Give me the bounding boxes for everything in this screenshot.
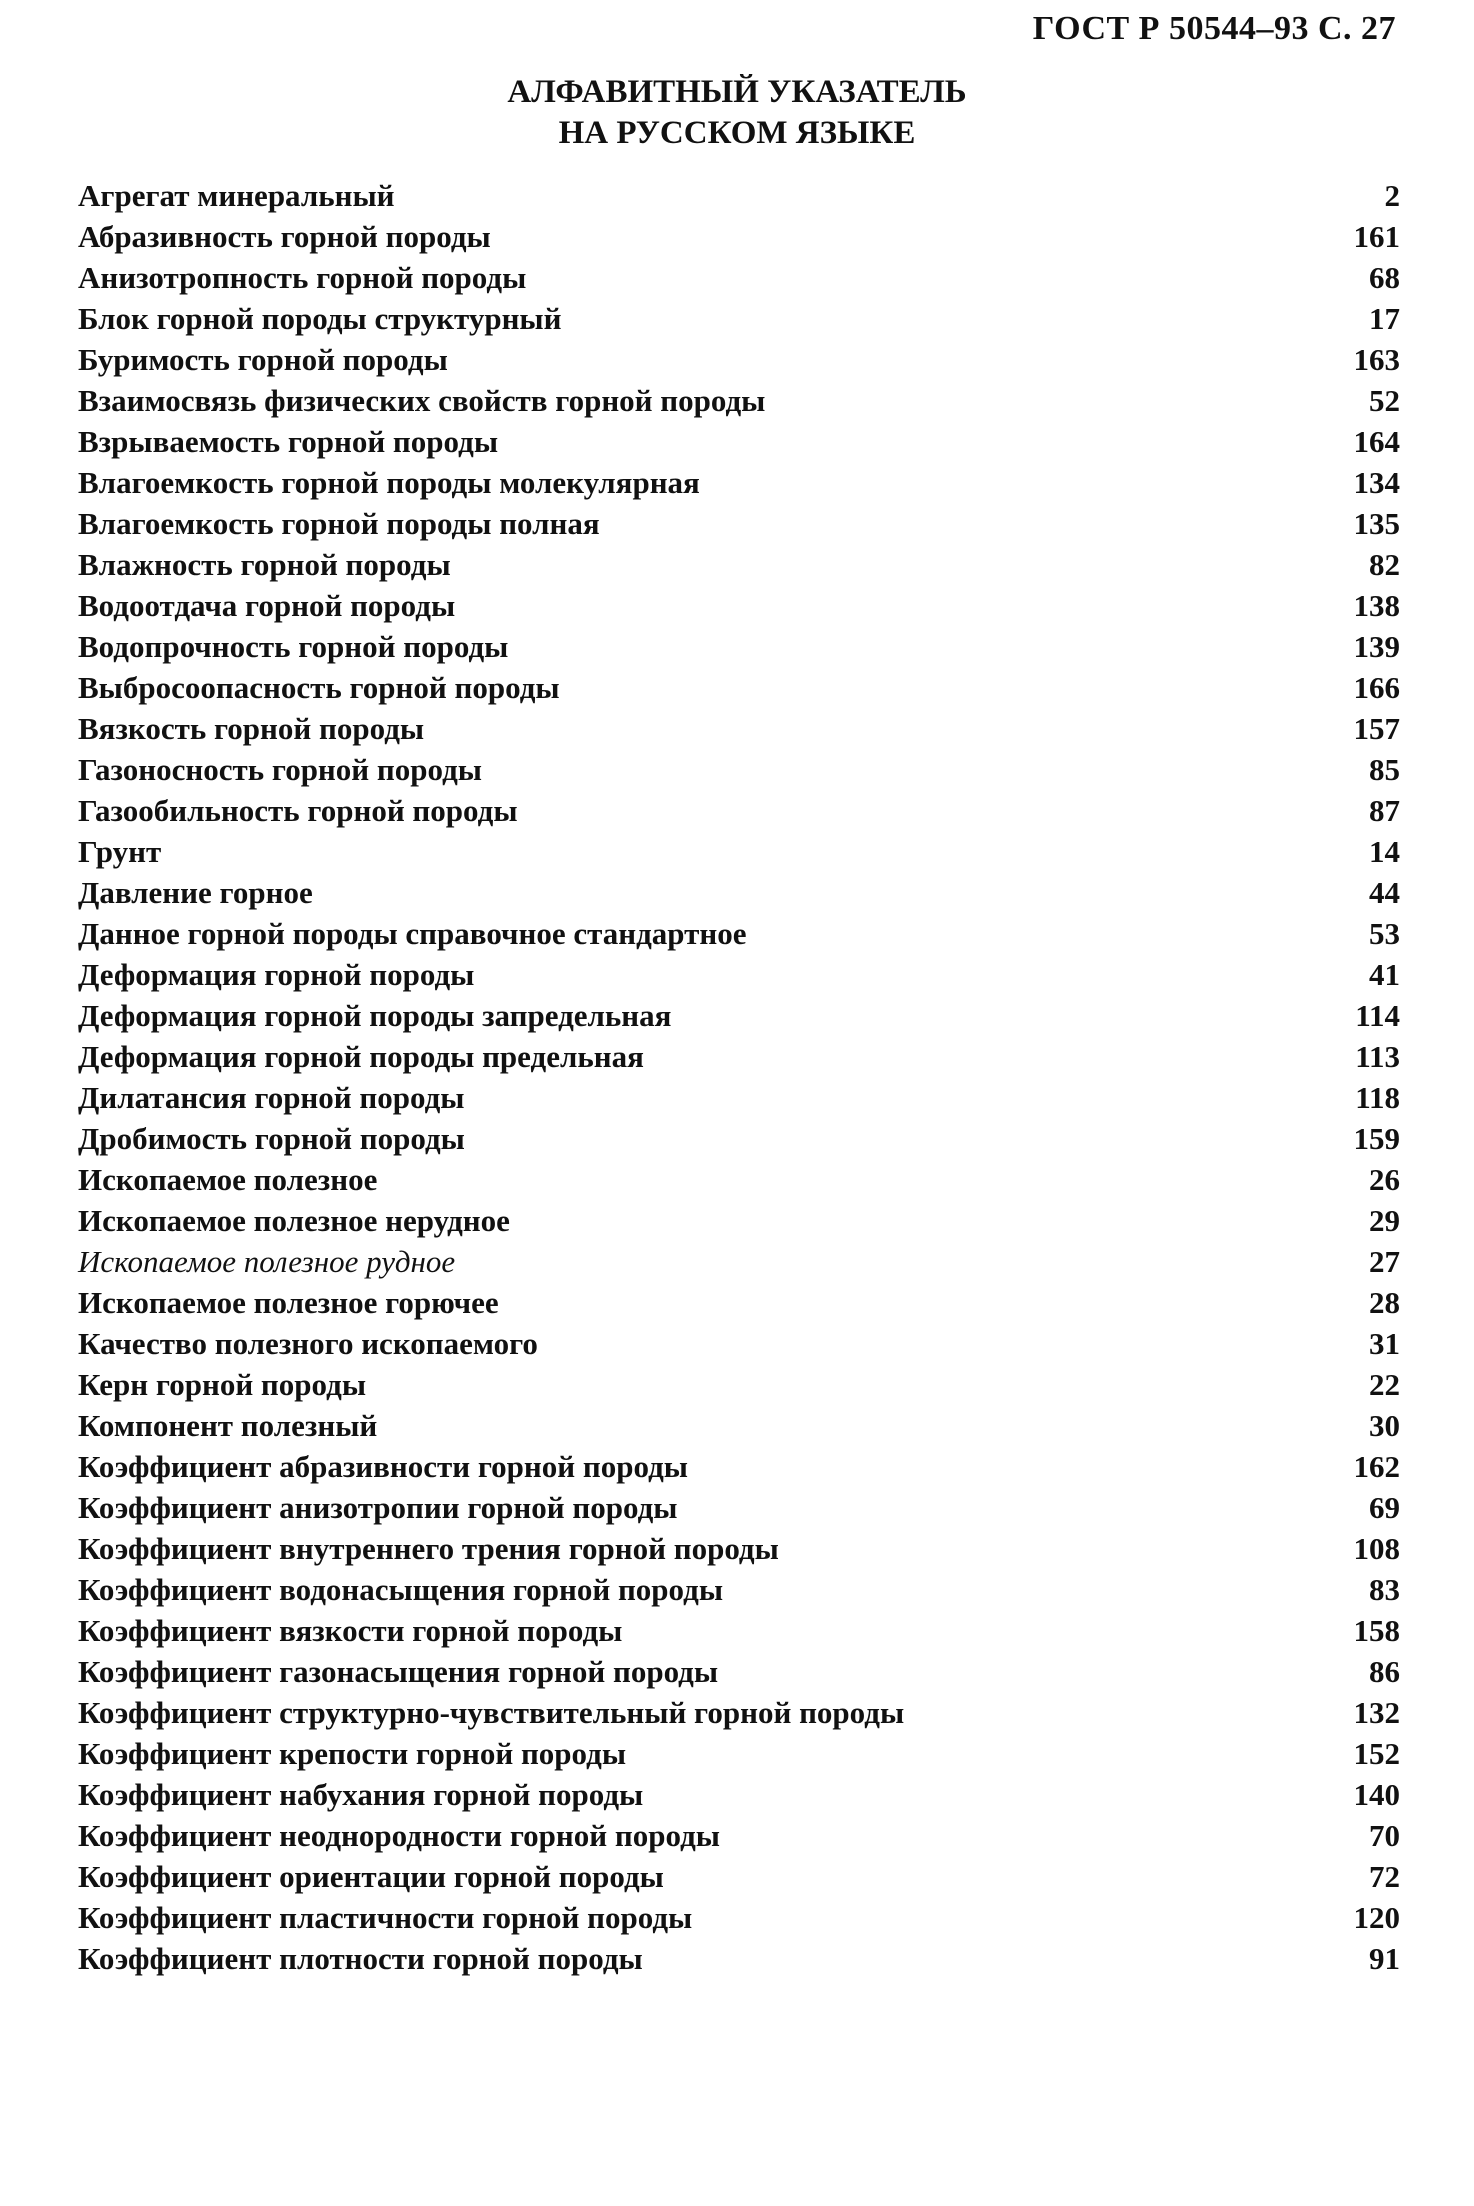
index-entry — [78, 462, 1400, 503]
entry-page: 52 — [1369, 383, 1400, 418]
entry-term: Водопрочность горной породы — [78, 629, 509, 664]
index-entry — [78, 1569, 1400, 1610]
entry-page: 108 — [1353, 1531, 1400, 1566]
index-entry — [78, 995, 1400, 1036]
index-entry — [78, 708, 1400, 749]
index-entry — [78, 831, 1400, 872]
entry-page: 22 — [1369, 1367, 1400, 1402]
entry-term: Буримость горной породы — [78, 342, 448, 377]
entry-term: Дробимость горной породы — [78, 1121, 465, 1156]
entry-term: Влагоемкость горной породы полная — [78, 506, 600, 541]
index-entry — [78, 216, 1400, 257]
title-line-1: АЛФАВИТНЫЙ УКАЗАТЕЛЬ — [507, 74, 967, 110]
index-entry — [78, 1118, 1400, 1159]
entry-page: 159 — [1353, 1121, 1400, 1156]
entry-page: 91 — [1369, 1941, 1400, 1976]
entry-term: Выбросоопасность горной породы — [78, 670, 560, 705]
index-entry — [78, 1856, 1400, 1897]
entry-term: Давление горное — [78, 875, 313, 910]
entry-term: Керн горной породы — [78, 1367, 367, 1402]
entry-page: 158 — [1353, 1613, 1400, 1648]
entry-page: 41 — [1369, 957, 1400, 992]
index-entry — [78, 1159, 1400, 1200]
entry-page: 83 — [1369, 1572, 1400, 1607]
index-entry — [78, 421, 1400, 462]
index-entry — [78, 1241, 1400, 1282]
entry-page: 30 — [1369, 1408, 1400, 1443]
entry-term: Ископаемое полезное — [78, 1162, 378, 1197]
entry-term: Водоотдача горной породы — [78, 588, 456, 623]
entry-page: 69 — [1369, 1490, 1400, 1525]
index-entry — [78, 1610, 1400, 1651]
entry-term: Грунт — [78, 834, 162, 869]
entry-page: 26 — [1369, 1162, 1400, 1197]
entry-term: Взаимосвязь физических свойств горной породы — [78, 383, 766, 418]
index-entry — [78, 954, 1400, 995]
index-entry — [78, 1651, 1400, 1692]
entry-term: Коэффициент абразивности горной породы — [78, 1449, 688, 1484]
entry-page: 72 — [1369, 1859, 1400, 1894]
entry-term: Коэффициент плотности горной породы — [78, 1941, 643, 1976]
index-entry — [78, 1200, 1400, 1241]
entry-page: 135 — [1353, 506, 1400, 541]
entry-term: Дилатансия горной породы — [78, 1080, 465, 1115]
entry-term: Ископаемое полезное горючее — [78, 1285, 499, 1320]
entry-term: Газообильность горной породы — [78, 793, 518, 828]
page-header: ГОСТ Р 50544–93 С. 27 — [1032, 10, 1396, 47]
index-entry — [78, 585, 1400, 626]
index-entry — [78, 1528, 1400, 1569]
entry-term: Влажность горной породы — [78, 547, 451, 582]
index-entry — [78, 1938, 1400, 1979]
index-entry — [78, 1282, 1400, 1323]
entry-page: 17 — [1369, 301, 1400, 336]
entry-term: Вязкость горной породы — [78, 711, 425, 746]
alphabetical-index — [78, 175, 1400, 1979]
entry-term: Деформация горной породы — [78, 957, 475, 992]
entry-page: 157 — [1353, 711, 1400, 746]
entry-page: 118 — [1355, 1080, 1400, 1115]
entry-page: 152 — [1353, 1736, 1400, 1771]
index-entry — [78, 257, 1400, 298]
entry-term: Агрегат минеральный — [78, 178, 395, 213]
entry-page: 53 — [1369, 916, 1400, 951]
entry-page: 164 — [1353, 424, 1400, 459]
index-entry — [78, 175, 1400, 216]
index-entry — [78, 380, 1400, 421]
entry-page: 29 — [1369, 1203, 1400, 1238]
entry-term: Газоносность горной породы — [78, 752, 482, 787]
index-entry — [78, 1897, 1400, 1938]
entry-page: 44 — [1369, 875, 1400, 910]
index-entry — [78, 1692, 1400, 1733]
entry-term: Коэффициент газонасыщения горной породы — [78, 1654, 719, 1689]
entry-term: Коэффициент внутреннего трения горной породы — [78, 1531, 779, 1566]
index-entry — [78, 1815, 1400, 1856]
entry-page: 138 — [1353, 588, 1400, 623]
entry-term: Данное горной породы справочное стандартное — [78, 916, 747, 951]
page-title — [0, 72, 1474, 154]
entry-page: 68 — [1369, 260, 1400, 295]
entry-page: 86 — [1369, 1654, 1400, 1689]
title-line-2: НА РУССКОМ ЯЗЫКЕ — [558, 115, 916, 151]
index-entry — [78, 1487, 1400, 1528]
index-entry — [78, 1446, 1400, 1487]
index-entry — [78, 667, 1400, 708]
entry-page: 113 — [1355, 1039, 1400, 1074]
entry-term: Коэффициент набухания горной породы — [78, 1777, 644, 1812]
index-entry — [78, 1036, 1400, 1077]
entry-term: Коэффициент водонасыщения горной породы — [78, 1572, 724, 1607]
entry-term: Анизотропность горной породы — [78, 260, 527, 295]
entry-term: Коэффициент анизотропии горной породы — [78, 1490, 678, 1525]
index-entry — [78, 1733, 1400, 1774]
entry-page: 139 — [1353, 629, 1400, 664]
entry-page: 132 — [1353, 1695, 1400, 1730]
entry-page: 162 — [1353, 1449, 1400, 1484]
entry-term: Коэффициент пластичности горной породы — [78, 1900, 693, 1935]
entry-page: 85 — [1369, 752, 1400, 787]
entry-page: 120 — [1353, 1900, 1400, 1935]
entry-page: 70 — [1369, 1818, 1400, 1853]
entry-term: Коэффициент неоднородности горной породы — [78, 1818, 720, 1853]
index-entry — [78, 1077, 1400, 1118]
entry-page: 161 — [1353, 219, 1400, 254]
entry-page: 163 — [1353, 342, 1400, 377]
entry-page: 14 — [1369, 834, 1400, 869]
entry-term: Коэффициент вязкости горной породы — [78, 1613, 623, 1648]
entry-term: Абразивность горной породы — [78, 219, 491, 254]
entry-page: 166 — [1353, 670, 1400, 705]
index-entry — [78, 790, 1400, 831]
index-entry — [78, 626, 1400, 667]
entry-term: Компонент полезный — [78, 1408, 378, 1443]
entry-page: 114 — [1355, 998, 1400, 1033]
entry-page: 82 — [1369, 547, 1400, 582]
entry-term: Блок горной породы структурный — [78, 301, 562, 336]
entry-page: 28 — [1369, 1285, 1400, 1320]
index-entry — [78, 339, 1400, 380]
entry-term: Влагоемкость горной породы молекулярная — [78, 465, 700, 500]
index-entry — [78, 872, 1400, 913]
entry-term: Коэффициент структурно-чувствительный горной породы — [78, 1695, 905, 1730]
entry-term: Коэффициент ориентации горной породы — [78, 1859, 664, 1894]
entry-term: Ископаемое полезное нерудное — [78, 1203, 510, 1238]
index-entry — [78, 1405, 1400, 1446]
entry-term: Деформация горной породы запредельная — [78, 998, 672, 1033]
entry-page: 31 — [1369, 1326, 1400, 1361]
entry-term: Качество полезного ископаемого — [78, 1326, 538, 1361]
entry-term: Взрываемость горной породы — [78, 424, 499, 459]
index-entry — [78, 1364, 1400, 1405]
index-entry — [78, 1323, 1400, 1364]
entry-page: 2 — [1384, 178, 1400, 213]
entry-page: 27 — [1369, 1244, 1400, 1279]
index-entry — [78, 298, 1400, 339]
entry-page: 87 — [1369, 793, 1400, 828]
entry-term: Деформация горной породы предельная — [78, 1039, 644, 1074]
entry-term: Коэффициент крепости горной породы — [78, 1736, 627, 1771]
entry-term: Ископаемое полезное рудное — [78, 1244, 456, 1279]
index-entry — [78, 913, 1400, 954]
index-entry — [78, 1774, 1400, 1815]
entry-page: 134 — [1353, 465, 1400, 500]
index-entry — [78, 544, 1400, 585]
index-entry — [78, 749, 1400, 790]
index-entry — [78, 503, 1400, 544]
entry-page: 140 — [1353, 1777, 1400, 1812]
